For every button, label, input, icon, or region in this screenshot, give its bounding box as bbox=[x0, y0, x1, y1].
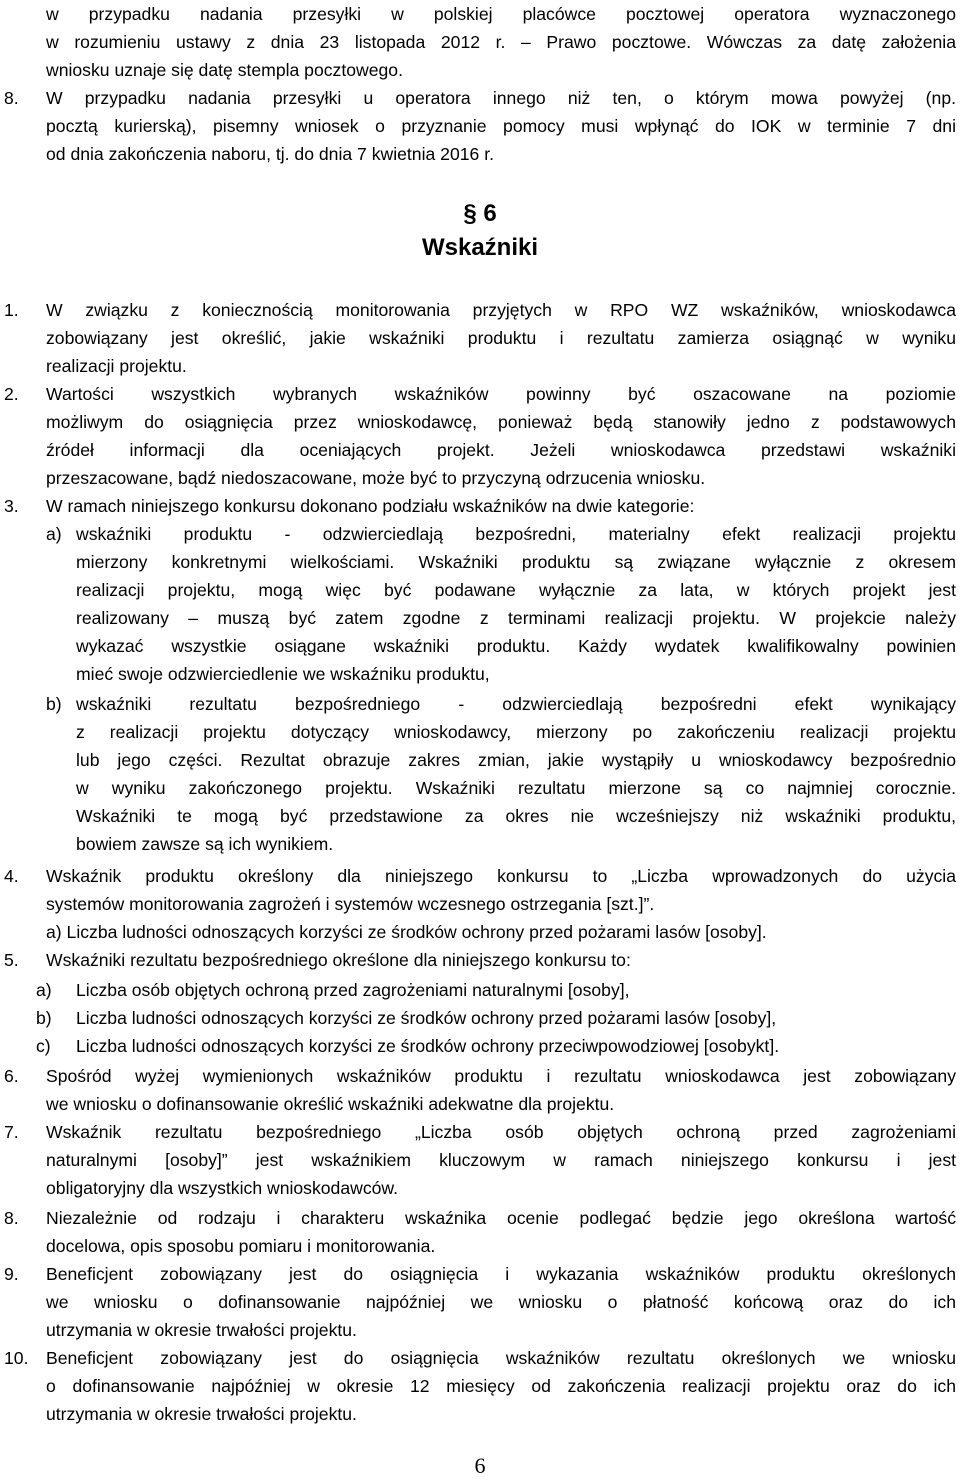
text-line: w przypadku nadania przesyłki w polskiej placówce pocztowej operatora wyznaczonego bbox=[46, 4, 956, 24]
subitem-letter: a) bbox=[36, 980, 52, 1000]
text-line: a) Liczba ludności odnoszących korzyści ze środków ochrony przed pożarami lasów [osoby]. bbox=[46, 922, 767, 942]
page-number: 6 bbox=[474, 1453, 486, 1478]
text-line: Beneficjent zobowiązany jest do osiągnięcia i wykazania wskaźników produktu określonych bbox=[46, 1264, 956, 1284]
text-line: naturalnymi [osoby]” jest wskaźnikiem kluczowym w ramach niniejszego konkursu i jest bbox=[46, 1150, 956, 1170]
text-line: Spośród wyżej wymienionych wskaźników produktu i rezultatu wnioskodawca jest zobowiązany bbox=[46, 1066, 956, 1086]
item-number: 7. bbox=[4, 1122, 19, 1142]
item-number: 10. bbox=[4, 1348, 29, 1368]
text-line: Liczba ludności odnoszących korzyści ze środków ochrony przed pożarami lasów [osoby], bbox=[76, 1008, 777, 1028]
item-number: 8. bbox=[4, 1208, 19, 1228]
text-line: realizacji projektu, mogą więc być podawane wyłącznie za lata, w których projekt jest bbox=[76, 580, 956, 600]
text-line: realizacji projektu. bbox=[46, 356, 187, 376]
text-line: o dofinansowanie najpóźniej w okresie 12 miesięcy od zakończenia realizacji projektu oraz do ich bbox=[46, 1376, 956, 1396]
text-line: od dnia zakończenia naboru, tj. do dnia 7 kwietnia 2016 r. bbox=[46, 144, 494, 164]
text-line: Wartości wszystkich wybranych wskaźników powinny być oszacowane na poziomie bbox=[46, 384, 956, 404]
text-line: Wskaźnik produktu określony dla niniejszego konkursu to „Liczba wprowadzonych do użycia bbox=[46, 866, 956, 886]
subitem-letter: b) bbox=[36, 1008, 52, 1028]
text-line: mieć swoje odzwierciedlenie we wskaźniku produktu, bbox=[76, 664, 490, 684]
text-line: bowiem zawsze są ich wynikiem. bbox=[76, 834, 334, 854]
text-line: we wniosku o dofinansowanie określić wskaźniki adekwatne dla projektu. bbox=[46, 1094, 615, 1114]
text-line: zobowiązany jest określić, jakie wskaźniki produktu i rezultatu zamierza osiągnąć w wyniku bbox=[46, 328, 956, 348]
text-line: utrzymania w okresie trwałości projektu. bbox=[46, 1320, 357, 1340]
item-number: 6. bbox=[4, 1066, 19, 1086]
text-line: mierzony konkretnymi wielkościami. Wskaźniki produktu są związane wyłącznie z okresem bbox=[76, 552, 956, 572]
text-line: Liczba ludności odnoszących korzyści ze środków ochrony przeciwpowodziowej [osobykt]. bbox=[76, 1036, 780, 1056]
section-title: Wskaźniki bbox=[421, 234, 539, 261]
text-line: Niezależnie od rodzaju i charakteru wskaźnika ocenie podlegać będzie jego określona wartość bbox=[46, 1208, 956, 1228]
item-number: 5. bbox=[4, 950, 19, 970]
text-line: możliwym do osiągnięcia przez wnioskodawcę, ponieważ będą stanowiły jedno z podstawowych bbox=[46, 412, 956, 432]
text-line: Beneficjent zobowiązany jest do osiągnięcia wskaźników rezultatu określonych we wniosku bbox=[46, 1348, 956, 1368]
text-line: wniosku uznaje się datę stempla pocztowego. bbox=[46, 60, 403, 80]
text-line: utrzymania w okresie trwałości projektu. bbox=[46, 1404, 357, 1424]
text-line: źródeł informacji dla oceniających projekt. Jeżeli wnioskodawca przedstawi wskaźniki bbox=[46, 440, 956, 460]
text-line: w rozumieniu ustawy z dnia 23 listopada 2012 r. – Prawo pocztowe. Wówczas za datę założenia bbox=[46, 32, 956, 52]
text-line: przeszacowane, bądź niedoszacowane, może być to przyczyną odrzucenia wniosku. bbox=[46, 468, 706, 488]
text-line: W ramach niniejszego konkursu dokonano podziału wskaźników na dwie kategorie: bbox=[46, 496, 695, 516]
text-line: systemów monitorowania zagrożeń i systemów wczesnego ostrzegania [szt.]”. bbox=[46, 894, 655, 914]
item-number: 2. bbox=[4, 384, 19, 404]
text-line: lub jego części. Rezultat obrazuje zakres zmian, jakie wystąpiły u wnioskodawcy bezpośrednio bbox=[76, 750, 956, 770]
text-line: Wskaźniki rezultatu bezpośredniego określone dla niniejszego konkursu to: bbox=[46, 950, 631, 970]
text-line: wskaźniki produktu - odzwierciedlają bezpośredni, materialny efekt realizacji projektu bbox=[76, 524, 956, 544]
item-number: 8. bbox=[4, 88, 19, 108]
item-number: 4. bbox=[4, 866, 19, 886]
text-line: wskaźniki rezultatu bezpośredniego - odzwierciedlają bezpośredni efekt wynikający bbox=[76, 694, 956, 714]
text-line: realizowany – muszą być zatem zgodne z terminami realizacji projektu. W projekcie należy bbox=[76, 608, 956, 628]
item-number: 9. bbox=[4, 1264, 19, 1284]
text-line: z realizacji projektu dotyczący wnioskodawcy, mierzony po zakończeniu realizacji projektu bbox=[76, 722, 956, 742]
text-line: obligatoryjny dla wszystkich wnioskodawców. bbox=[46, 1178, 399, 1198]
text-line: Wskaźnik rezultatu bezpośredniego „Liczba osób objętych ochroną przed zagrożeniami bbox=[46, 1122, 956, 1142]
text-line: W związku z koniecznością monitorowania przyjętych w RPO WZ wskaźników, wnioskodawca bbox=[46, 300, 956, 320]
text-line: wykazać wszystkie osiągane wskaźniki produktu. Każdy wydatek kwalifikowalny powinien bbox=[76, 636, 956, 656]
text-line: docelowa, opis sposobu pomiaru i monitorowania. bbox=[46, 1236, 436, 1256]
subitem-letter: a) bbox=[46, 524, 62, 544]
subitem-letter: c) bbox=[36, 1036, 51, 1056]
section-mark: § 6 bbox=[463, 200, 497, 227]
text-line: pocztą kurierską), pisemny wniosek o przyznanie pomocy musi wpłynąć do IOK w terminie 7 dni bbox=[46, 116, 956, 136]
text-line: Liczba osób objętych ochroną przed zagrożeniami naturalnymi [osoby], bbox=[76, 980, 630, 1000]
text-line: w wyniku zakończonego projektu. Wskaźniki rezultatu mierzone są co najmniej corocznie. bbox=[76, 778, 956, 798]
text-line: we wniosku o dofinansowanie najpóźniej we wniosku o płatność końcową oraz do ich bbox=[46, 1292, 956, 1312]
text-line: Wskaźniki te mogą być przedstawione za okres nie wcześniejszy niż wskaźniki produktu, bbox=[76, 806, 956, 826]
subitem-letter: b) bbox=[46, 694, 62, 714]
item-number: 1. bbox=[4, 300, 19, 320]
text-line: W przypadku nadania przesyłki u operatora innego niż ten, o którym mowa powyżej (np. bbox=[46, 88, 956, 108]
item-number: 3. bbox=[4, 496, 19, 516]
